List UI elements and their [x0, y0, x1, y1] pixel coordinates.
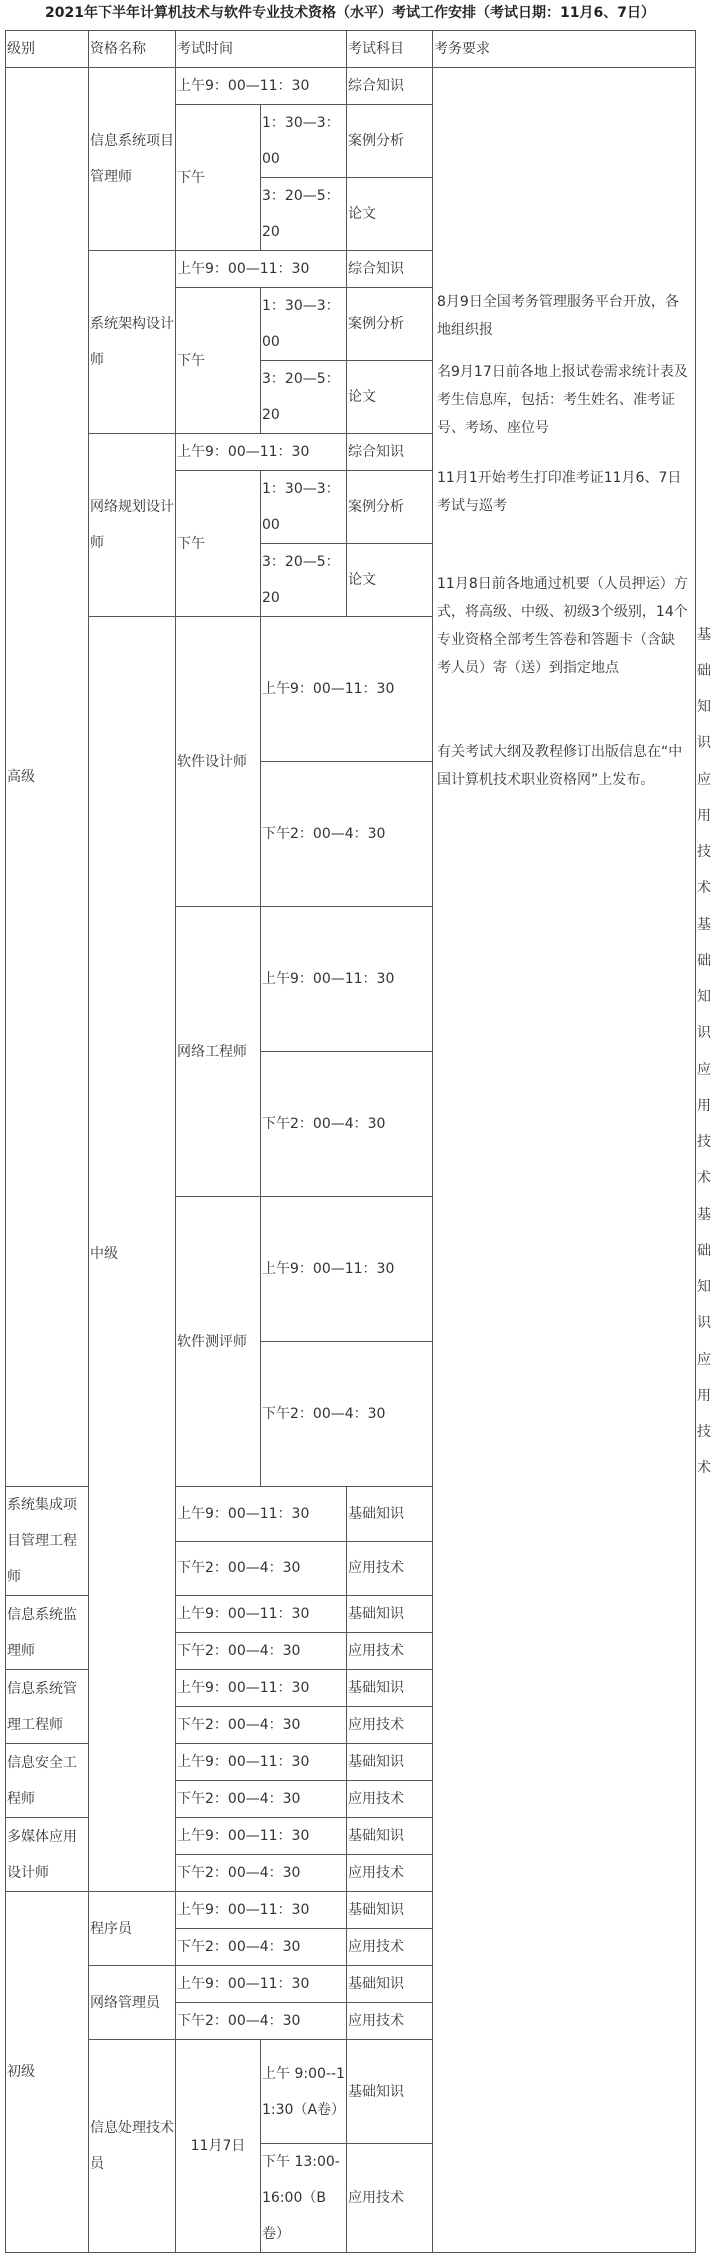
qualification-name: 信息系统管理工程师: [6, 1670, 89, 1744]
qualification-name: 系统架构设计师: [89, 251, 176, 434]
am-time: 上午9：00—11：30: [261, 907, 433, 1052]
am-time: 上午9：00—11：30: [176, 1596, 347, 1633]
am-subject: 基础知识: [347, 1596, 433, 1633]
requirement-item: 11月1开始考生打印准考证11月6、7日考试与巡考: [437, 470, 682, 514]
requirement-item: 名9月17日前各地上报试卷需求统计表及考生信息库，包括：考生姓名、准考证号、考场、座位号: [437, 364, 688, 436]
pm-subject: 应用技术: [347, 2144, 433, 2253]
qualification-name: 网络管理员: [89, 1966, 176, 2040]
am-time: 上午9：00—11：30: [176, 1670, 347, 1707]
header-exam-time: 考试时间: [176, 31, 347, 68]
am-subject: 基础知识: [347, 2040, 433, 2144]
header-subject: 考试科目: [347, 31, 433, 68]
schedule-table: 级别 资格名称 考试时间 考试科目 考务要求 高级 信息系统项目管理师 上午9：00—11：30 综合知识 8月9日全国考务管理服务平台开放，各地组织报 名9月17日前各地上报试卷需求统计表及考生信息库，包括：考生姓名、准考证号、考场、座位号 11月1开始考生打印准考证11月6、7日考试与巡考 11月8日前各地通过机要（人员押运）方式，将高级、中级、初级3个级别，14个专业资格全部考生答卷和答题卡（含缺考人员）寄（送）到指定地点 有关考试大纲及教程修订出版信息在“中国计算机技术职业资格网”上发布。 下午 1：30—3：00 案例分析 3：20—5：20 论文 系统架构设计师 上午9：00—11：30 综合知识 下午 1：30—3：00 案例分析 3：20—5：20 论文 网络规划设计师 上午9：00—11：30 综合知识 下午 1：30—3：00 案例分析 3：20—5：20 论文 中级 软件设计师 上午9：00—11：30 基础知识 下午2：00—4：30 应用技术 网络工程师 上午9：00—11：30 基础知识 下午2：00—4：30 应用技术 软件测评师 上午9：00—11：30 基础知识 下午2：00—4：30 应用技术 系统集成项目管理工程师 上午9：00—11：30 基础知识 下午2：00—4：30 应用技术 信息系统监理师 上午9：00—11：30 基础知识 下午2：00—4：30 应用技术 信息系统管理工程师 上午9：00—11：30 基础知识 下午2：00—4：30 应用技术 信息安全工程师 上午9：00—11：30 基础知识 下午2：00—4：30 应用技术 多媒体应用设计师 上午9：00—11：30 基础知识 下午2：00—4：30 应用技术 初级 程序员 上午9：00—11：30 基础知识 下午2：00—4：30 应用技术 网络管理员 上午9：00—11：30 基础知识 下午2：00—4：30 应用技术 信息处理技术员 11月7日 上午 9:00--11:30（A卷） 基础知识 下午 13:00-16:00（B卷） 应用技术: [5, 30, 696, 2253]
am-subject: 基础知识: [347, 1818, 433, 1855]
pm-time: 下午2：00—4：30: [261, 1052, 433, 1197]
am-time: 上午9：00—11：30: [176, 68, 347, 105]
pm-time: 下午2：00—4：30: [261, 1342, 433, 1487]
pm-subject: 应用技术: [347, 2003, 433, 2040]
pm-time: 下午2：00—4：30: [176, 1633, 347, 1670]
pm1-time: 1：30—3：00: [261, 105, 347, 178]
header-level: 级别: [6, 31, 89, 68]
am-time: 上午9：00—11：30: [176, 1966, 347, 2003]
requirement-item: 8月9日全国考务管理服务平台开放，各地组织报: [437, 294, 679, 338]
pm-subject: 应用技术: [347, 1633, 433, 1670]
pm2-subject: 论文: [347, 361, 433, 434]
pm1-time: 1：30—3：00: [261, 471, 347, 544]
am-time: 上午9：00—11：30: [176, 434, 347, 471]
pm-subject: 应用技术: [347, 1707, 433, 1744]
am-subject: 基础知识: [347, 1966, 433, 2003]
pm-time: 下午2：00—4：30: [176, 1541, 347, 1596]
pm-time: 下午2：00—4：30: [176, 2003, 347, 2040]
requirement-item: 有关考试大纲及教程修订出版信息在“中国计算机技术职业资格网”上发布。: [437, 744, 683, 788]
level-cell-middle: 中级: [89, 617, 176, 1892]
pm-label: 下午: [176, 471, 261, 617]
pm1-time: 1：30—3：00: [261, 288, 347, 361]
requirement-item: 11月8日前各地通过机要（人员押运）方式，将高级、中级、初级3个级别，14个专业资格全部考生答卷和答题卡（含缺考人员）寄（送）到指定地点: [437, 576, 688, 676]
qualification-name: 软件测评师: [176, 1197, 261, 1487]
am-subject: 综合知识: [347, 68, 433, 105]
qualification-name: 信息系统项目管理师: [89, 68, 176, 251]
qualification-name: 信息安全工程师: [6, 1744, 89, 1818]
am-time: 上午9：00—11：30: [176, 1487, 347, 1542]
page-title: 2021年下半年计算机技术与软件专业技术资格（水平）考试工作安排（考试日期：11月6、7日）: [45, 5, 655, 21]
pm-label: 下午: [176, 105, 261, 251]
qualification-name: 网络工程师: [176, 907, 261, 1197]
pm-time: 下午2：00—4：30: [176, 1707, 347, 1744]
am-subject: 基础知识: [347, 1892, 433, 1929]
qualification-name: 程序员: [89, 1892, 176, 1966]
pm-time: 下午 13:00-16:00（B卷）: [261, 2144, 347, 2253]
exam-date: 11月7日: [176, 2040, 261, 2253]
qualification-name: 系统集成项目管理工程师: [6, 1487, 89, 1596]
am-time: 上午9：00—11：30: [176, 251, 347, 288]
am-subject: 综合知识: [347, 434, 433, 471]
header-qualification: 资格名称: [89, 31, 176, 68]
header-requirements: 考务要求: [433, 31, 696, 68]
qualification-name: 多媒体应用设计师: [6, 1818, 89, 1892]
am-time: 上午9：00—11：30: [176, 1892, 347, 1929]
requirements-cell: [433, 68, 696, 2253]
am-time: 上午9：00—11：30: [176, 1744, 347, 1781]
am-subject: 基础知识: [347, 1670, 433, 1707]
pm-time: 下午2：00—4：30: [176, 1929, 347, 1966]
pm-time: 下午2：00—4：30: [261, 762, 433, 907]
pm-label: 下午: [176, 288, 261, 434]
pm2-subject: 论文: [347, 544, 433, 617]
qualification-name: 网络规划设计师: [89, 434, 176, 617]
pm2-time: 3：20—5：20: [261, 361, 347, 434]
level-cell-senior: 高级: [6, 68, 89, 1487]
level-cell-junior: 初级: [6, 1892, 89, 2253]
pm-subject: 应用技术: [347, 1929, 433, 1966]
qualification-name: 信息处理技术员: [89, 2040, 176, 2253]
qualification-name: 信息系统监理师: [6, 1596, 89, 1670]
pm-subject: 应用技术: [347, 1781, 433, 1818]
am-time: 上午9：00—11：30: [176, 1818, 347, 1855]
am-subject: 基础知识: [347, 1487, 433, 1542]
pm1-subject: 案例分析: [347, 105, 433, 178]
pm1-subject: 案例分析: [347, 471, 433, 544]
pm-subject: 应用技术: [347, 1855, 433, 1892]
pm-time: 下午2：00—4：30: [176, 1855, 347, 1892]
qualification-name: 软件设计师: [176, 617, 261, 907]
pm2-subject: 论文: [347, 178, 433, 251]
pm-time: 下午2：00—4：30: [176, 1781, 347, 1818]
am-subject: 综合知识: [347, 251, 433, 288]
pm2-time: 3：20—5：20: [261, 178, 347, 251]
am-time: 上午 9:00--11:30（A卷）: [261, 2040, 347, 2144]
am-subject: 基础知识: [347, 1744, 433, 1781]
am-time: 上午9：00—11：30: [261, 1197, 433, 1342]
pm2-time: 3：20—5：20: [261, 544, 347, 617]
pm-subject: 应用技术: [347, 1541, 433, 1596]
am-time: 上午9：00—11：30: [261, 617, 433, 762]
pm1-subject: 案例分析: [347, 288, 433, 361]
